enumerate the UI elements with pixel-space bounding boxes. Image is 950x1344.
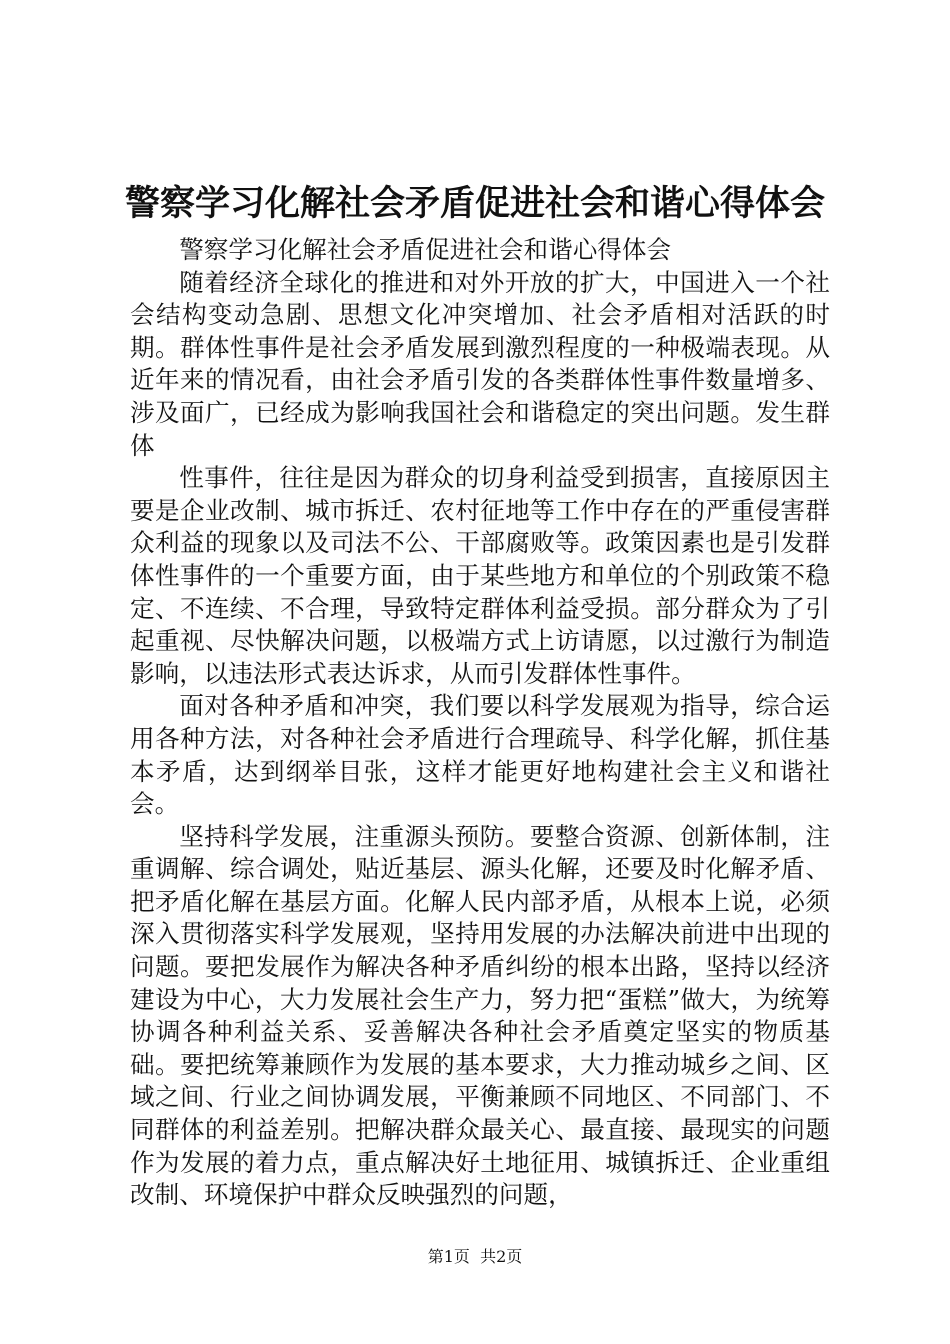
document-body	[130, 234, 830, 1212]
body-paragraph: 坚持科学发展，注重源头预防。要整合资源、创新体制，注重调解、综合调处，贴近基层、源头化解，还要及时化解矛盾、把矛盾化解在基层方面。化解人民内部矛盾，从根本上说，必须深入贯彻落实科学发展观，坚持用发展的办法解决前进中出现的问题。要把发展作为解决各种矛盾纠纷的根本出路，坚持以经济建设为中心，大力发展社会生产力，努力把“蛋糕”做大，为统筹协调各种利益关系、妥善解决各种社会矛盾奠定坚实的物质基础。要把统筹兼顾作为发展的基本要求，大力推动城乡之间、区域之间、行业之间协调发展，平衡兼顾不同地区、不同部门、不同群体的利益差别。把解决群众最关心、最直接、最现实的问题作为发展的着力点，重点解决好土地征用、城镇拆迁、企业重组改制、环境保护中群众反映强烈的问题，	[130, 821, 830, 1210]
body-paragraph: 性事件，往往是因为群众的切身利益受到损害，直接原因主要是企业改制、城市拆迁、农村征地等工作中存在的严重侵害群众利益的现象以及司法不公、干部腐败等。政策因素也是引发群体性事件的一个重要方面，由于某些地方和单位的个别政策不稳定、不连续、不合理，导致特定群体利益受损。部分群众为了引起重视、尽快解决问题，以极端方式上访请愿，以过激行为制造影响，以违法形式表达诉求，从而引发群体性事件。	[130, 463, 830, 688]
document-title: 警察学习化解社会矛盾促进社会和谐心得体会	[124, 183, 825, 224]
body-paragraph-subtitle: 警察学习化解社会矛盾促进社会和谐心得体会	[179, 235, 672, 264]
page-number-footer: 第1页 共2页	[427, 1247, 523, 1266]
body-paragraph: 随着经济全球化的推进和对外开放的扩大，中国进入一个社会结构变动急剧、思想文化冲突增加、社会矛盾相对活跃的时期。群体性事件是社会矛盾发展到激烈程度的一种极端表现。从近年来的情况看，由社会矛盾引发的各类群体性事件数量增多、涉及面广，已经成为影响我国社会和谐稳定的突出问题。发生群体	[130, 267, 830, 460]
body-paragraph: 面对各种矛盾和冲突，我们要以科学发展观为指导，综合运用各种方法，对各种社会矛盾进行合理疏导、科学化解，抓住基本矛盾，达到纲举目张，这样才能更好地构建社会主义和谐社会。	[130, 691, 830, 819]
